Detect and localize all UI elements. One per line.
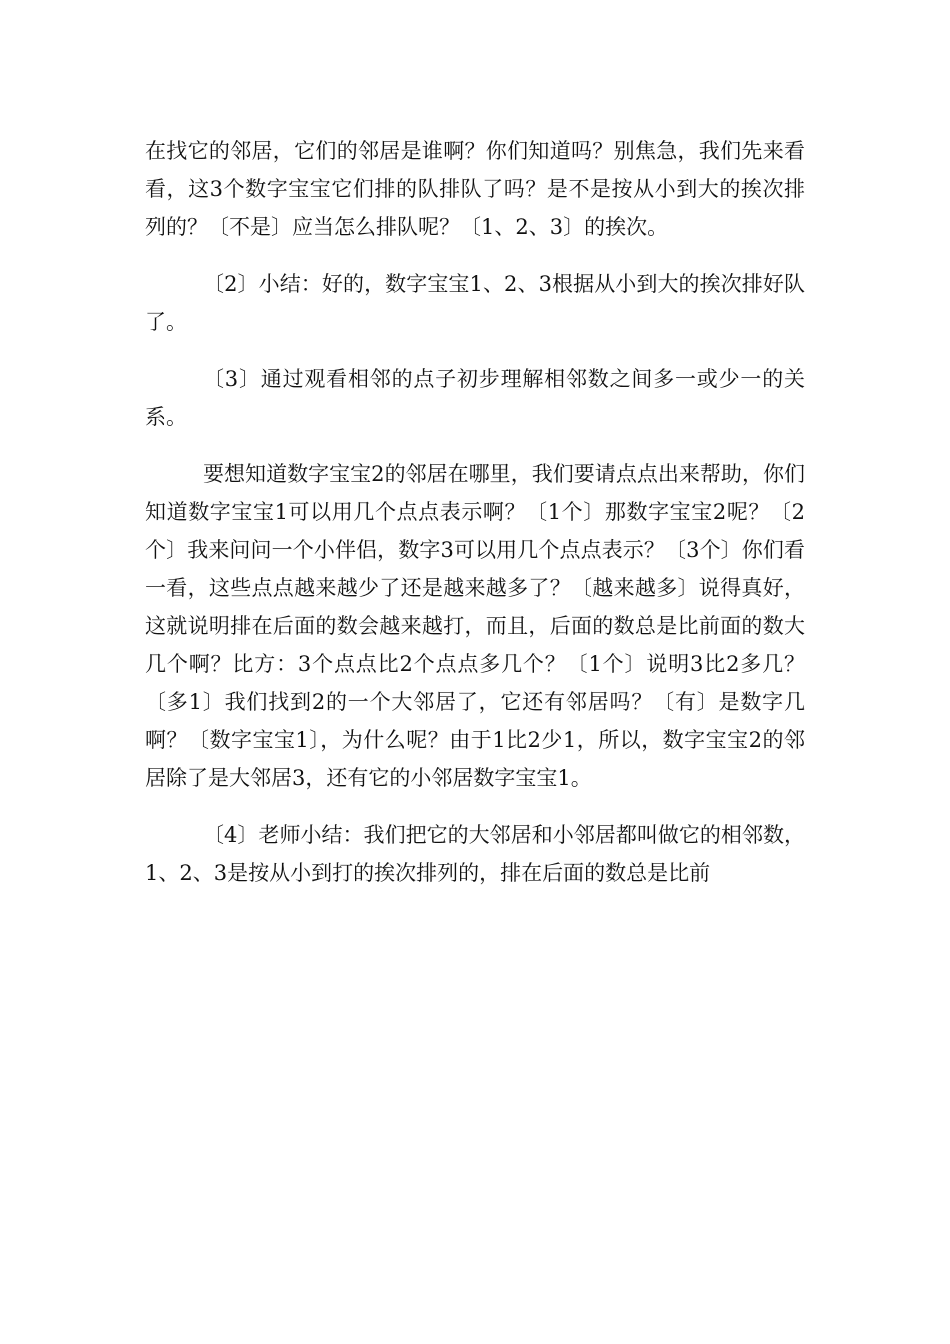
- paragraph-continuation: 在找它的邻居，它们的邻居是谁啊？你们知道吗？别焦急，我们先来看看，这3个数字宝宝它们排的队排队了吗？是不是按从小到大的挨次排列的？〔不是〕应当怎么排队呢？〔1、2、3〕的挨次。: [145, 139, 805, 239]
- paragraph-summary-2: 〔2〕小结：好的，数字宝宝1、2、3根据从小到大的挨次排好队了。: [145, 272, 805, 334]
- paragraph-teacher-summary: 〔4〕老师小结：我们把它的大邻居和小邻居都叫做它的相邻数，1、2、3是按从小到打的挨次排列的，排在后面的数总是比前: [145, 823, 805, 885]
- paragraph-neighbor-explanation: 要想知道数字宝宝2的邻居在哪里，我们要请点点出来帮助，你们知道数字宝宝1可以用几个点点表示啊？〔1个〕那数字宝宝2呢？〔2个〕我来问问一个小伴侣，数字3可以用几个点点表示？〔3个〕你们看一看，这些点点越来越少了还是越来越多了？〔越来越多〕说得真好，这就说明排在后面的数会越来越打，而且，后面的数总是比前面的数大几个啊？比方：3个点点比2个点点多几个？〔1个〕说明3比2多几？〔多1〕我们找到2的一个大邻居了，它还有邻居吗？〔有〕是数字几啊？〔数字宝宝1〕，为什么呢？由于1比2少1，所以，数字宝宝2的邻居除了是大邻居3，还有它的小邻居数字宝宝1。: [145, 462, 805, 790]
- paragraph-step-3: 〔3〕通过观看相邻的点子初步理解相邻数之间多一或少一的关系。: [145, 367, 805, 429]
- document-body: [145, 132, 805, 911]
